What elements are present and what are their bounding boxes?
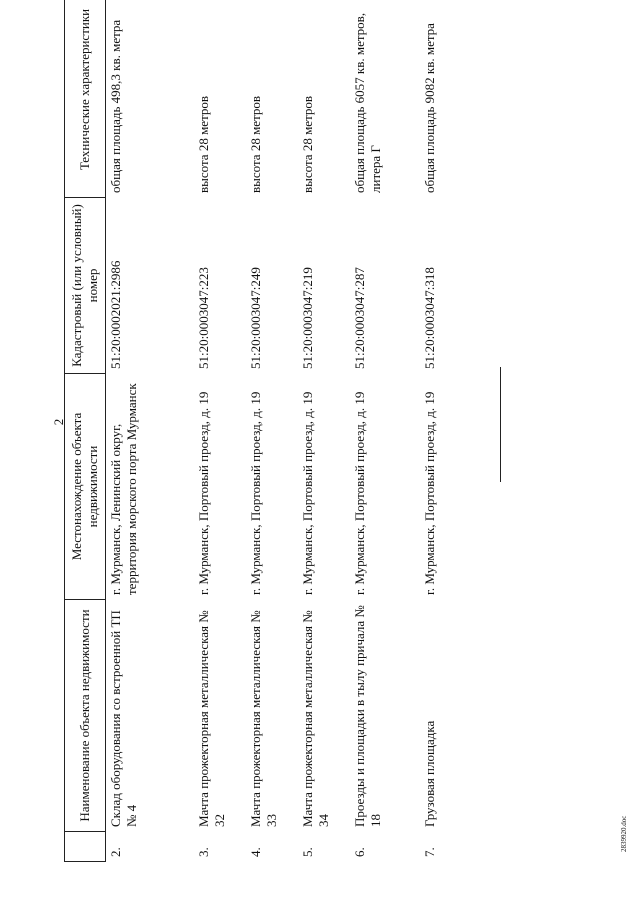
row-name: Склад оборудования со встроенной ТП № 4 xyxy=(108,610,139,827)
row-name: Проезды и площадки в тылу причала № 18 xyxy=(351,605,383,827)
row-number: 3. xyxy=(195,847,211,857)
header-location: Местонахождение объекта недвижимости xyxy=(65,374,106,600)
row-cadastral: 51:20:0003047:223 xyxy=(195,267,211,369)
row-location: г. Мурманск, Портовый проезд, д. 19 xyxy=(299,391,315,595)
table-header-row xyxy=(65,0,106,862)
header-number xyxy=(65,832,106,862)
row-location: г. Мурманск, Портовый проезд, д. 19 xyxy=(421,391,437,595)
row-location: г. Мурманск, Портовый проезд, д. 19 xyxy=(195,391,211,595)
row-name: Мачта прожекторная металлическая № 34 xyxy=(299,610,331,827)
row-number: 6. xyxy=(351,847,367,857)
header-name: Наименование объекта недвижимости xyxy=(65,600,106,832)
row-cadastral: 51:20:0003047:287 xyxy=(351,267,367,369)
row-cadastral: 51:20:0003047:249 xyxy=(247,267,263,369)
row-location: г. Мурманск, Портовый проезд, д. 19 xyxy=(247,391,263,595)
page-number: 2 xyxy=(51,418,66,426)
table-row xyxy=(246,0,298,862)
row-name: Грузовая площадка xyxy=(421,720,437,827)
rotated-document-page xyxy=(50,0,640,862)
row-cadastral: 51:20:0002021:2986 xyxy=(108,260,123,369)
row-number: 2. xyxy=(108,847,123,857)
row-number: 7. xyxy=(421,847,437,857)
row-name: Мачта прожекторная металлическая № 33 xyxy=(247,610,279,827)
row-tech: высота 28 метров xyxy=(299,95,315,193)
property-table xyxy=(64,0,472,862)
row-tech: общая площадь 6057 кв. метров, литера Г xyxy=(351,12,383,193)
row-tech: высота 28 метров xyxy=(195,95,211,193)
row-location: г. Мурманск, Ленинский округ, территория морского порта Мурманск xyxy=(108,383,139,595)
row-tech: общая площадь 9082 кв. метра xyxy=(421,23,437,193)
row-number: 5. xyxy=(299,847,315,857)
end-separator-line xyxy=(500,367,501,482)
document-id: 2839920.doc xyxy=(620,815,628,852)
row-number: 4. xyxy=(247,847,263,857)
table-row xyxy=(106,0,194,862)
table-row xyxy=(420,0,472,862)
row-name: Мачта прожекторная металлическая № 32 xyxy=(195,610,227,827)
row-tech: общая площадь 498,3 кв. метра xyxy=(108,19,123,193)
table-row xyxy=(350,0,420,862)
header-cadastral: Кадастровый (или условный) номер xyxy=(65,198,106,374)
table-row xyxy=(298,0,350,862)
row-cadastral: 51:20:0003047:318 xyxy=(421,267,437,369)
row-cadastral: 51:20:0003047:219 xyxy=(299,267,315,369)
row-tech: высота 28 метров xyxy=(247,95,263,193)
row-location: г. Мурманск, Портовый проезд, д. 19 xyxy=(351,391,367,595)
table-row xyxy=(194,0,246,862)
header-tech: Технические характеристики xyxy=(65,0,106,198)
